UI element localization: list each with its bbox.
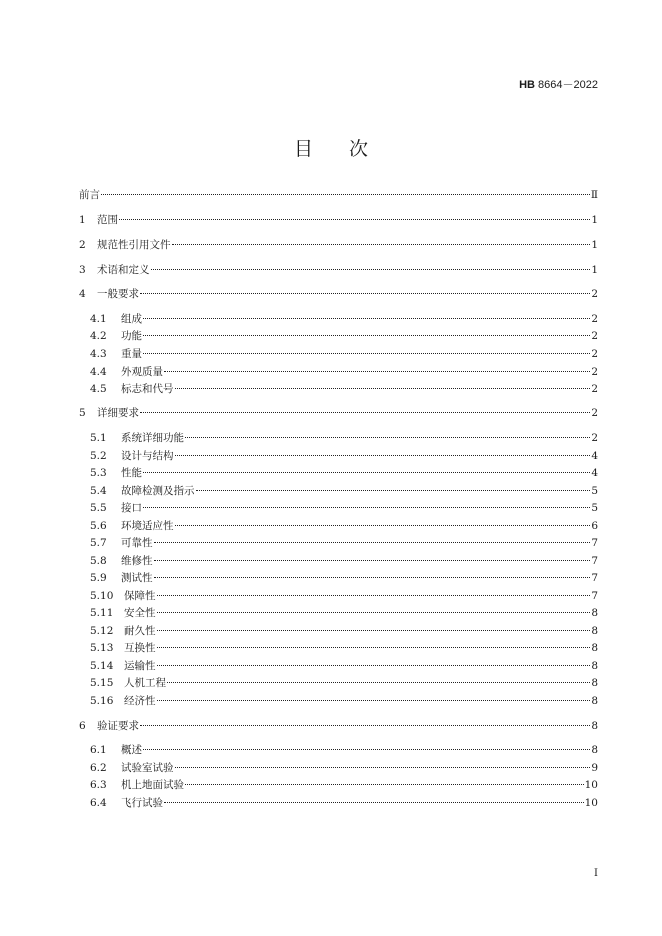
toc-entry-title: 维修性	[121, 555, 153, 567]
toc-entry-number: 6.3	[90, 779, 107, 791]
toc-entry[interactable]	[90, 675, 598, 691]
page-title: 目次	[293, 138, 404, 160]
toc-entry-number: 3	[79, 264, 86, 276]
toc-entry[interactable]	[79, 212, 598, 228]
toc-entry[interactable]	[90, 500, 598, 516]
toc-entry-number: 5.7	[90, 537, 107, 549]
toc-entry-page: 2	[591, 366, 598, 378]
toc-entry-page: 2	[591, 407, 598, 419]
toc-dot-leader	[154, 542, 591, 543]
toc-entry-number: 5.3	[90, 467, 107, 479]
toc-entry-title: 规范性引用文件	[97, 239, 171, 251]
toc-entry-number: 5.1	[90, 432, 107, 444]
toc-entry-number: 5.8	[90, 555, 107, 567]
toc-entry[interactable]	[90, 605, 598, 621]
toc-entry-title: 一般要求	[97, 288, 139, 300]
toc-dot-leader	[157, 595, 591, 596]
toc-entry[interactable]	[90, 518, 598, 534]
toc-entry[interactable]	[90, 430, 598, 446]
toc-entry-title: 验证要求	[97, 720, 139, 732]
toc-entry[interactable]	[90, 623, 598, 639]
toc-entry-title: 接口	[121, 502, 142, 514]
toc-entry-page: 8	[591, 642, 598, 654]
toc-dot-leader	[175, 525, 591, 526]
toc-dot-leader	[140, 293, 590, 294]
toc-dot-leader	[175, 388, 591, 389]
toc-entry-number: 5.15	[90, 677, 114, 689]
toc-entry-page: 8	[591, 625, 598, 637]
toc-entry-number: 5.14	[90, 660, 114, 672]
toc-entry-page: 8	[591, 744, 598, 756]
toc-entry-title: 运输性	[124, 660, 156, 672]
toc-dot-leader	[157, 647, 591, 648]
toc-dot-leader	[140, 725, 590, 726]
toc-entry-page: 7	[591, 572, 598, 584]
toc-entry[interactable]	[79, 262, 598, 278]
toc-entry-page: 4	[591, 467, 598, 479]
toc-entry-number: 4.1	[90, 313, 107, 325]
toc-entry-title: 标志和代号	[121, 383, 174, 395]
toc-entry-title: 互换性	[124, 642, 156, 654]
toc-entry-title: 前言	[79, 189, 100, 201]
toc-entry-number: 5.12	[90, 625, 114, 637]
toc-dot-leader	[196, 490, 591, 491]
toc-dot-leader	[143, 318, 590, 319]
toc-entry-page: 8	[591, 677, 598, 689]
toc-entry-title: 组成	[121, 313, 142, 325]
toc-entry-title: 外观质量	[121, 366, 163, 378]
toc-dot-leader	[140, 412, 590, 413]
toc-entry-page: 1	[591, 264, 598, 276]
toc-dot-leader	[185, 437, 590, 438]
toc-entry-page: 10	[584, 779, 598, 791]
toc-entry-number: 5.9	[90, 572, 107, 584]
toc-entry[interactable]	[90, 570, 598, 586]
toc-entry-number: 4.3	[90, 348, 107, 360]
toc-entry-number: 5.13	[90, 642, 114, 654]
toc-entry-page: 2	[591, 383, 598, 395]
toc-entry-number: 6	[79, 720, 86, 732]
toc-entry[interactable]	[90, 381, 598, 397]
toc-entry-page: 8	[591, 660, 598, 672]
toc-dot-leader	[151, 269, 591, 270]
toc-entry[interactable]	[90, 311, 598, 327]
toc-entry-number: 5	[79, 407, 86, 419]
toc-entry[interactable]	[90, 553, 598, 569]
toc-entry-number: 6.2	[90, 762, 107, 774]
toc-entry-page: 2	[591, 288, 598, 300]
toc-entry[interactable]	[90, 483, 598, 499]
toc-entry-title: 飞行试验	[121, 797, 163, 809]
toc-entry-page: 8	[591, 607, 598, 619]
toc-dot-leader	[167, 682, 590, 683]
toc-entry-page: 1	[591, 239, 598, 251]
toc-entry-number: 5.10	[90, 590, 114, 602]
toc-entry-page: 8	[591, 695, 598, 707]
toc-entry-title: 安全性	[124, 607, 156, 619]
toc-entry-number: 5.6	[90, 520, 107, 532]
toc-dot-leader	[154, 577, 591, 578]
toc-entry-page: 5	[591, 485, 598, 497]
standard-number	[519, 76, 598, 92]
toc-entry-title: 测试性	[121, 572, 153, 584]
toc-entry-number: 5.4	[90, 485, 107, 497]
toc-dot-leader	[143, 472, 590, 473]
toc-entry-page: 7	[591, 555, 598, 567]
toc-entry-title: 性能	[121, 467, 142, 479]
toc-entry-page: 5	[591, 502, 598, 514]
toc-entry-page: 2	[591, 432, 598, 444]
toc-entry-page: 7	[591, 590, 598, 602]
toc-entry-number: 4.5	[90, 383, 107, 395]
toc-dot-leader	[157, 700, 591, 701]
toc-entry[interactable]	[79, 405, 598, 421]
toc-dot-leader	[143, 749, 590, 750]
toc-entry[interactable]	[79, 187, 598, 203]
toc-entry[interactable]	[90, 693, 598, 709]
toc-entry[interactable]	[79, 286, 598, 302]
toc-dot-leader	[172, 244, 591, 245]
standard-prefix: HB	[519, 79, 535, 91]
toc-dot-leader	[157, 665, 591, 666]
toc-entry-title: 故障检测及指示	[121, 485, 195, 497]
toc-dot-leader	[185, 784, 584, 785]
toc-entry-number: 5.5	[90, 502, 107, 514]
toc-entry-title: 系统详细功能	[121, 432, 184, 444]
toc-entry-title: 经济性	[124, 695, 156, 707]
toc-entry-title: 机上地面试验	[121, 779, 184, 791]
toc-entry-title: 保障性	[124, 590, 156, 602]
toc-entry-number: 4.4	[90, 366, 107, 378]
toc-entry[interactable]	[90, 535, 598, 551]
toc-entry[interactable]	[90, 346, 598, 362]
toc-entry-page: 2	[591, 313, 598, 325]
toc-dot-leader	[154, 560, 591, 561]
standard-code: 8664－2022	[535, 79, 598, 91]
toc-entry[interactable]	[79, 237, 598, 253]
toc-dot-leader	[157, 612, 591, 613]
toc-entry[interactable]	[79, 718, 598, 734]
toc-entry-page: 7	[591, 537, 598, 549]
toc-entry-title: 术语和定义	[97, 264, 150, 276]
toc-entry-number: 6.1	[90, 744, 107, 756]
toc-entry-title: 范围	[97, 214, 118, 226]
toc-entry-title: 设计与结构	[121, 450, 174, 462]
toc-dot-leader	[164, 371, 590, 372]
toc-entry-number: 5.2	[90, 450, 107, 462]
toc-entry-page: 10	[584, 797, 598, 809]
toc-entry-title: 详细要求	[97, 407, 139, 419]
toc-entry[interactable]	[90, 328, 598, 344]
toc-entry[interactable]	[90, 777, 598, 793]
toc-entry-number: 4.2	[90, 330, 107, 342]
toc-entry-page: 8	[591, 720, 598, 732]
toc-entry-number: 6.4	[90, 797, 107, 809]
toc-dot-leader	[157, 630, 591, 631]
toc-entry[interactable]	[90, 448, 598, 464]
toc-entry-page: 2	[591, 348, 598, 360]
toc-entry-number: 5.16	[90, 695, 114, 707]
toc-entry-title: 可靠性	[121, 537, 153, 549]
toc-entry-page: Ⅱ	[590, 189, 598, 201]
toc-entry-title: 环境适应性	[121, 520, 174, 532]
toc-dot-leader	[143, 335, 590, 336]
footer-page-number: I	[594, 868, 598, 879]
toc-entry-title: 功能	[121, 330, 142, 342]
toc-entry[interactable]	[90, 742, 598, 758]
toc-dot-leader	[119, 219, 590, 220]
toc-dot-leader	[175, 767, 591, 768]
toc-entry-page: 6	[591, 520, 598, 532]
toc-entry[interactable]	[90, 760, 598, 776]
toc-entry-page: 9	[591, 762, 598, 774]
toc-dot-leader	[175, 455, 591, 456]
toc-entry-page: 2	[591, 330, 598, 342]
toc-entry[interactable]	[90, 588, 598, 604]
toc-entry-page: 1	[591, 214, 598, 226]
toc-entry[interactable]	[90, 364, 598, 380]
toc-entry[interactable]	[90, 658, 598, 674]
toc-dot-leader	[164, 802, 584, 803]
toc-entry[interactable]	[90, 465, 598, 481]
toc-entry-title: 人机工程	[124, 677, 166, 689]
toc-entry-title: 概述	[121, 744, 142, 756]
toc-entry-number: 5.11	[90, 607, 114, 619]
toc-entry-number: 2	[79, 239, 86, 251]
toc-entry-page: 4	[591, 450, 598, 462]
toc-entry[interactable]	[90, 795, 598, 811]
toc-entry-title: 耐久性	[124, 625, 156, 637]
toc-entry-title: 试验室试验	[121, 762, 174, 774]
toc-dot-leader	[143, 353, 590, 354]
toc-dot-leader	[143, 507, 590, 508]
toc-entry[interactable]	[90, 640, 598, 656]
toc-entry-number: 1	[79, 214, 86, 226]
toc-dot-leader	[101, 194, 590, 195]
toc-entry-number: 4	[79, 288, 86, 300]
toc-entry-title: 重量	[121, 348, 142, 360]
